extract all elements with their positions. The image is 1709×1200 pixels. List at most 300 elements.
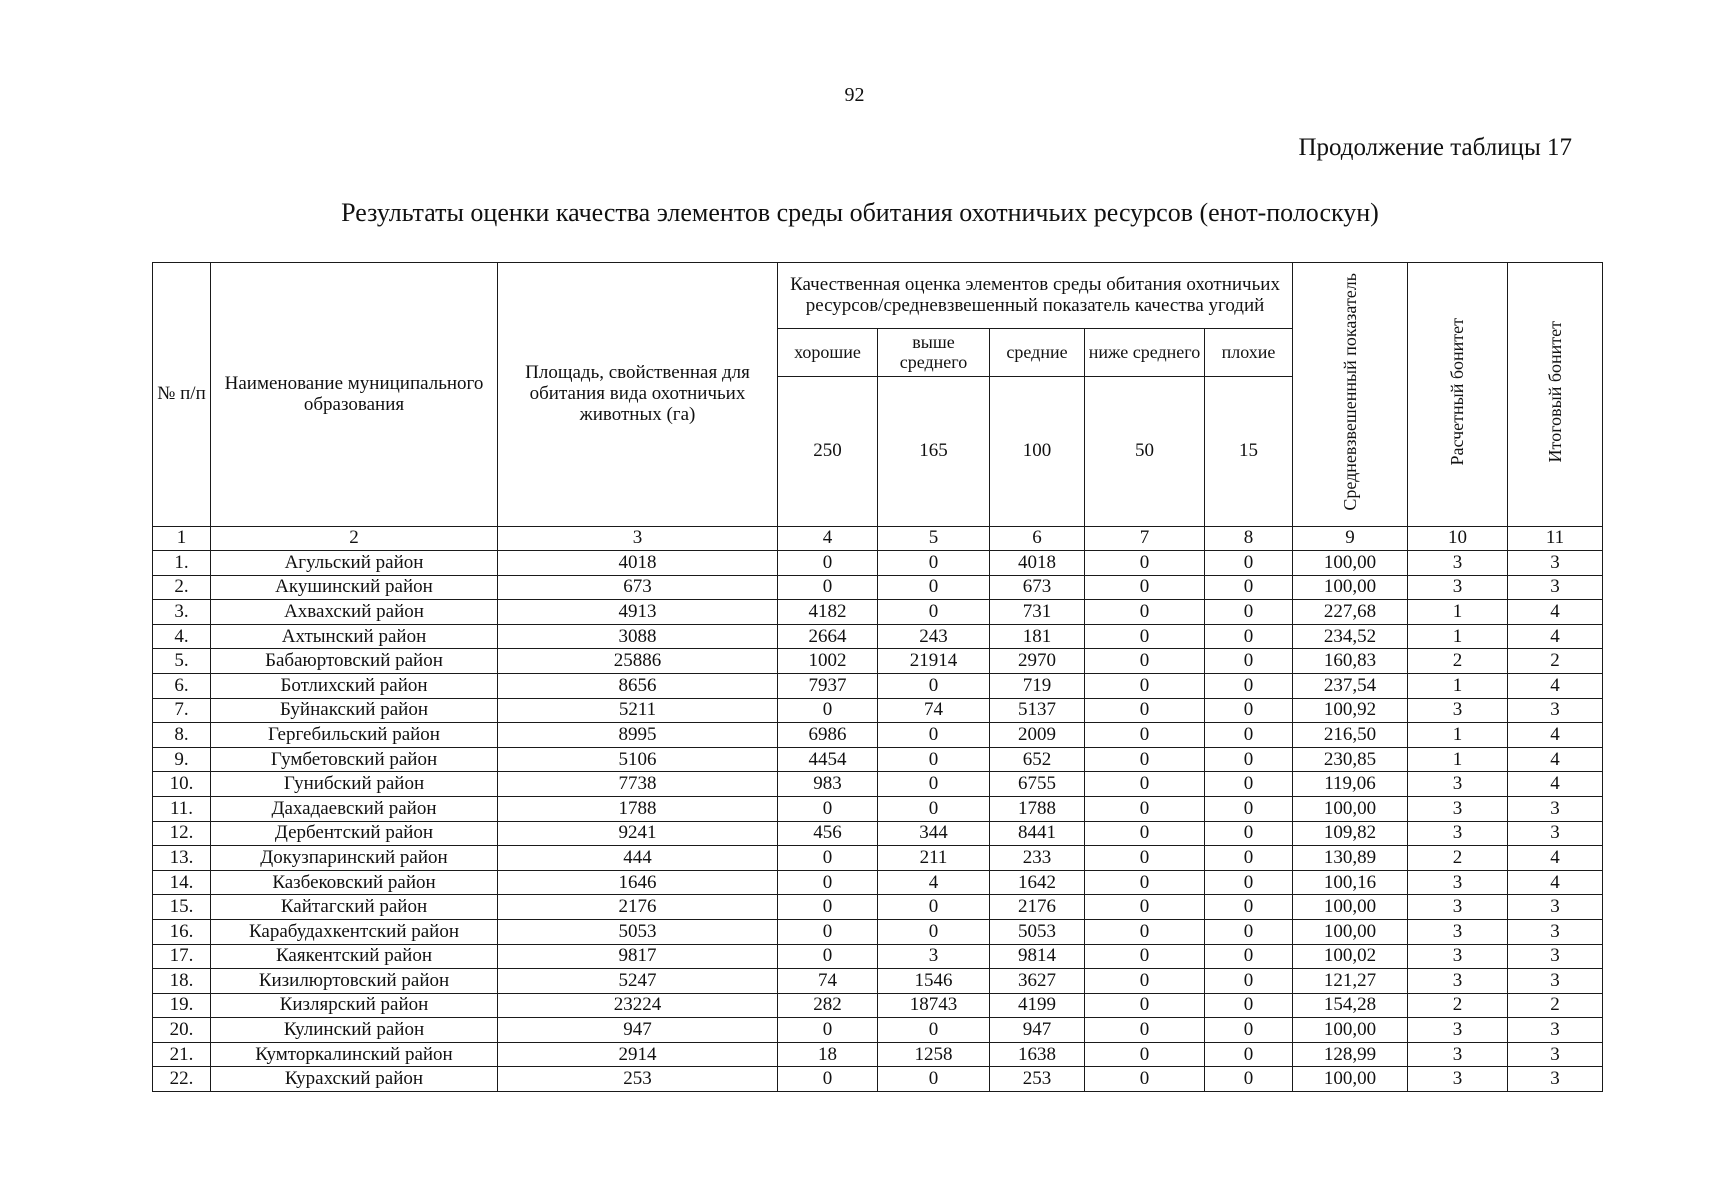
average-value: 947 bbox=[990, 1018, 1085, 1043]
header-weighted-label: Средневзвешенный показатель bbox=[1339, 272, 1360, 511]
table-row bbox=[153, 551, 1603, 576]
header-quality-value: 165 bbox=[878, 377, 990, 527]
area-value: 4913 bbox=[498, 600, 778, 625]
district-name: Бабаюртовский район bbox=[211, 649, 498, 674]
column-number: 6 bbox=[990, 527, 1085, 551]
table-continuation-label: Продолжение таблицы 17 bbox=[1298, 134, 1572, 161]
row-number: 5. bbox=[153, 649, 211, 674]
above-average-value: 21914 bbox=[878, 649, 990, 674]
row-number: 19. bbox=[153, 993, 211, 1018]
calc-bonitet-value: 3 bbox=[1408, 551, 1508, 576]
table-title: Результаты оценки качества элементов среды обитания охотничьих ресурсов (енот-полоскун) bbox=[341, 198, 1379, 227]
final-bonitet-value: 3 bbox=[1508, 551, 1603, 576]
calc-bonitet-value: 2 bbox=[1408, 846, 1508, 871]
above-average-value: 0 bbox=[878, 575, 990, 600]
area-value: 444 bbox=[498, 846, 778, 871]
poor-value: 0 bbox=[1205, 575, 1293, 600]
area-value: 5247 bbox=[498, 969, 778, 994]
average-value: 2009 bbox=[990, 723, 1085, 748]
below-average-value: 0 bbox=[1085, 723, 1205, 748]
habitat-quality-table bbox=[152, 262, 1603, 1092]
above-average-value: 344 bbox=[878, 821, 990, 846]
above-average-value: 0 bbox=[878, 772, 990, 797]
calc-bonitet-value: 1 bbox=[1408, 673, 1508, 698]
weighted-value: 234,52 bbox=[1293, 624, 1408, 649]
above-average-value: 0 bbox=[878, 551, 990, 576]
weighted-value: 100,00 bbox=[1293, 551, 1408, 576]
area-value: 3088 bbox=[498, 624, 778, 649]
good-value: 74 bbox=[778, 969, 878, 994]
poor-value: 0 bbox=[1205, 723, 1293, 748]
district-name: Ботлихский район bbox=[211, 673, 498, 698]
average-value: 652 bbox=[990, 747, 1085, 772]
above-average-value: 0 bbox=[878, 796, 990, 821]
average-value: 8441 bbox=[990, 821, 1085, 846]
final-bonitet-value: 3 bbox=[1508, 1067, 1603, 1092]
district-name: Казбековский район bbox=[211, 870, 498, 895]
weighted-value: 230,85 bbox=[1293, 747, 1408, 772]
average-value: 3627 bbox=[990, 969, 1085, 994]
district-name: Гумбетовский район bbox=[211, 747, 498, 772]
below-average-value: 0 bbox=[1085, 944, 1205, 969]
poor-value: 0 bbox=[1205, 600, 1293, 625]
table-row bbox=[153, 821, 1603, 846]
poor-value: 0 bbox=[1205, 747, 1293, 772]
table-row bbox=[153, 895, 1603, 920]
good-value: 456 bbox=[778, 821, 878, 846]
area-value: 7738 bbox=[498, 772, 778, 797]
header-quality-group: Качественная оценка элементов среды обитания охотничьих ресурсов/средневзвешенный показатель качества угодий bbox=[778, 263, 1293, 329]
column-number: 11 bbox=[1508, 527, 1603, 551]
above-average-value: 211 bbox=[878, 846, 990, 871]
above-average-value: 1258 bbox=[878, 1042, 990, 1067]
column-number: 1 bbox=[153, 527, 211, 551]
below-average-value: 0 bbox=[1085, 1018, 1205, 1043]
poor-value: 0 bbox=[1205, 821, 1293, 846]
header-quality-average: средние bbox=[990, 329, 1085, 377]
below-average-value: 0 bbox=[1085, 673, 1205, 698]
district-name: Докузпаринский район bbox=[211, 846, 498, 871]
below-average-value: 0 bbox=[1085, 575, 1205, 600]
row-number: 13. bbox=[153, 846, 211, 871]
calc-bonitet-value: 3 bbox=[1408, 821, 1508, 846]
final-bonitet-value: 2 bbox=[1508, 649, 1603, 674]
table-row bbox=[153, 624, 1603, 649]
row-number: 11. bbox=[153, 796, 211, 821]
weighted-value: 130,89 bbox=[1293, 846, 1408, 871]
row-number: 17. bbox=[153, 944, 211, 969]
header-final-bonitet bbox=[1508, 263, 1603, 527]
column-number: 7 bbox=[1085, 527, 1205, 551]
weighted-value: 100,00 bbox=[1293, 919, 1408, 944]
good-value: 0 bbox=[778, 895, 878, 920]
row-number: 22. bbox=[153, 1067, 211, 1092]
column-number: 2 bbox=[211, 527, 498, 551]
below-average-value: 0 bbox=[1085, 747, 1205, 772]
area-value: 23224 bbox=[498, 993, 778, 1018]
final-bonitet-value: 4 bbox=[1508, 747, 1603, 772]
calc-bonitet-value: 1 bbox=[1408, 747, 1508, 772]
good-value: 18 bbox=[778, 1042, 878, 1067]
below-average-value: 0 bbox=[1085, 969, 1205, 994]
area-value: 9817 bbox=[498, 944, 778, 969]
header-quality-value: 50 bbox=[1085, 377, 1205, 527]
final-bonitet-value: 4 bbox=[1508, 600, 1603, 625]
area-value: 673 bbox=[498, 575, 778, 600]
area-value: 5106 bbox=[498, 747, 778, 772]
calc-bonitet-value: 1 bbox=[1408, 600, 1508, 625]
calc-bonitet-value: 3 bbox=[1408, 1067, 1508, 1092]
final-bonitet-value: 3 bbox=[1508, 796, 1603, 821]
average-value: 181 bbox=[990, 624, 1085, 649]
above-average-value: 0 bbox=[878, 1067, 990, 1092]
average-value: 6755 bbox=[990, 772, 1085, 797]
weighted-value: 237,54 bbox=[1293, 673, 1408, 698]
weighted-value: 100,00 bbox=[1293, 575, 1408, 600]
above-average-value: 0 bbox=[878, 723, 990, 748]
calc-bonitet-value: 3 bbox=[1408, 919, 1508, 944]
good-value: 0 bbox=[778, 870, 878, 895]
column-number: 10 bbox=[1408, 527, 1508, 551]
average-value: 1638 bbox=[990, 1042, 1085, 1067]
good-value: 1002 bbox=[778, 649, 878, 674]
calc-bonitet-value: 3 bbox=[1408, 895, 1508, 920]
header-quality-below-average: ниже среднего bbox=[1085, 329, 1205, 377]
table-row bbox=[153, 969, 1603, 994]
calc-bonitet-value: 1 bbox=[1408, 723, 1508, 748]
weighted-value: 109,82 bbox=[1293, 821, 1408, 846]
calc-bonitet-value: 2 bbox=[1408, 649, 1508, 674]
table-row bbox=[153, 870, 1603, 895]
good-value: 282 bbox=[778, 993, 878, 1018]
above-average-value: 1546 bbox=[878, 969, 990, 994]
district-name: Кулинский район bbox=[211, 1018, 498, 1043]
row-number: 18. bbox=[153, 969, 211, 994]
district-name: Гунибский район bbox=[211, 772, 498, 797]
area-value: 947 bbox=[498, 1018, 778, 1043]
above-average-value: 3 bbox=[878, 944, 990, 969]
table-row bbox=[153, 1067, 1603, 1092]
header-final-bonitet-label: Итоговый бонитет bbox=[1544, 320, 1565, 463]
column-number-row bbox=[153, 527, 1603, 551]
area-value: 9241 bbox=[498, 821, 778, 846]
final-bonitet-value: 4 bbox=[1508, 723, 1603, 748]
above-average-value: 0 bbox=[878, 895, 990, 920]
calc-bonitet-value: 2 bbox=[1408, 993, 1508, 1018]
good-value: 0 bbox=[778, 1067, 878, 1092]
row-number: 4. bbox=[153, 624, 211, 649]
area-value: 4018 bbox=[498, 551, 778, 576]
above-average-value: 243 bbox=[878, 624, 990, 649]
calc-bonitet-value: 3 bbox=[1408, 796, 1508, 821]
weighted-value: 100,00 bbox=[1293, 1018, 1408, 1043]
table-row bbox=[153, 575, 1603, 600]
poor-value: 0 bbox=[1205, 895, 1293, 920]
table-body bbox=[153, 551, 1603, 1092]
row-number: 2. bbox=[153, 575, 211, 600]
final-bonitet-value: 3 bbox=[1508, 895, 1603, 920]
area-value: 8995 bbox=[498, 723, 778, 748]
district-name: Буйнакский район bbox=[211, 698, 498, 723]
row-number: 3. bbox=[153, 600, 211, 625]
below-average-value: 0 bbox=[1085, 772, 1205, 797]
column-number: 5 bbox=[878, 527, 990, 551]
poor-value: 0 bbox=[1205, 772, 1293, 797]
final-bonitet-value: 4 bbox=[1508, 870, 1603, 895]
weighted-value: 227,68 bbox=[1293, 600, 1408, 625]
header-weighted bbox=[1293, 263, 1408, 527]
below-average-value: 0 bbox=[1085, 1042, 1205, 1067]
below-average-value: 0 bbox=[1085, 821, 1205, 846]
above-average-value: 0 bbox=[878, 600, 990, 625]
poor-value: 0 bbox=[1205, 1018, 1293, 1043]
district-name: Дербентский район bbox=[211, 821, 498, 846]
area-value: 1788 bbox=[498, 796, 778, 821]
header-calc-bonitet bbox=[1408, 263, 1508, 527]
district-name: Акушинский район bbox=[211, 575, 498, 600]
weighted-value: 121,27 bbox=[1293, 969, 1408, 994]
poor-value: 0 bbox=[1205, 1067, 1293, 1092]
row-number: 1. bbox=[153, 551, 211, 576]
header-quality-above-average: выше среднего bbox=[878, 329, 990, 377]
below-average-value: 0 bbox=[1085, 846, 1205, 871]
above-average-value: 74 bbox=[878, 698, 990, 723]
page-number: 92 bbox=[844, 84, 865, 106]
weighted-value: 160,83 bbox=[1293, 649, 1408, 674]
table-row bbox=[153, 723, 1603, 748]
below-average-value: 0 bbox=[1085, 796, 1205, 821]
row-number: 9. bbox=[153, 747, 211, 772]
below-average-value: 0 bbox=[1085, 600, 1205, 625]
area-value: 5211 bbox=[498, 698, 778, 723]
below-average-value: 0 bbox=[1085, 870, 1205, 895]
poor-value: 0 bbox=[1205, 649, 1293, 674]
district-name: Гергебильский район bbox=[211, 723, 498, 748]
weighted-value: 154,28 bbox=[1293, 993, 1408, 1018]
row-number: 16. bbox=[153, 919, 211, 944]
good-value: 0 bbox=[778, 846, 878, 871]
row-number: 12. bbox=[153, 821, 211, 846]
poor-value: 0 bbox=[1205, 919, 1293, 944]
good-value: 4182 bbox=[778, 600, 878, 625]
good-value: 7937 bbox=[778, 673, 878, 698]
good-value: 0 bbox=[778, 575, 878, 600]
district-name: Курахский район bbox=[211, 1067, 498, 1092]
average-value: 2176 bbox=[990, 895, 1085, 920]
weighted-value: 100,00 bbox=[1293, 796, 1408, 821]
table-row bbox=[153, 944, 1603, 969]
row-number: 20. bbox=[153, 1018, 211, 1043]
poor-value: 0 bbox=[1205, 870, 1293, 895]
column-number: 9 bbox=[1293, 527, 1408, 551]
average-value: 4018 bbox=[990, 551, 1085, 576]
below-average-value: 0 bbox=[1085, 624, 1205, 649]
final-bonitet-value: 3 bbox=[1508, 944, 1603, 969]
calc-bonitet-value: 3 bbox=[1408, 944, 1508, 969]
good-value: 0 bbox=[778, 698, 878, 723]
above-average-value: 0 bbox=[878, 1018, 990, 1043]
header-quality-good: хорошие bbox=[778, 329, 878, 377]
good-value: 2664 bbox=[778, 624, 878, 649]
final-bonitet-value: 4 bbox=[1508, 772, 1603, 797]
district-name: Ахвахский район bbox=[211, 600, 498, 625]
table-row bbox=[153, 673, 1603, 698]
average-value: 719 bbox=[990, 673, 1085, 698]
row-number: 21. bbox=[153, 1042, 211, 1067]
header-quality-value: 100 bbox=[990, 377, 1085, 527]
table-row bbox=[153, 993, 1603, 1018]
final-bonitet-value: 4 bbox=[1508, 846, 1603, 871]
below-average-value: 0 bbox=[1085, 649, 1205, 674]
weighted-value: 100,92 bbox=[1293, 698, 1408, 723]
above-average-value: 0 bbox=[878, 673, 990, 698]
final-bonitet-value: 3 bbox=[1508, 821, 1603, 846]
average-value: 9814 bbox=[990, 944, 1085, 969]
district-name: Ахтынский район bbox=[211, 624, 498, 649]
table-row bbox=[153, 649, 1603, 674]
poor-value: 0 bbox=[1205, 624, 1293, 649]
header-quality-value: 15 bbox=[1205, 377, 1293, 527]
poor-value: 0 bbox=[1205, 944, 1293, 969]
poor-value: 0 bbox=[1205, 846, 1293, 871]
header-area: Площадь, свойственная для обитания вида охотничьих животных (га) bbox=[498, 263, 778, 527]
table-row bbox=[153, 772, 1603, 797]
poor-value: 0 bbox=[1205, 993, 1293, 1018]
table-row bbox=[153, 698, 1603, 723]
calc-bonitet-value: 3 bbox=[1408, 575, 1508, 600]
above-average-value: 0 bbox=[878, 747, 990, 772]
area-value: 25886 bbox=[498, 649, 778, 674]
header-name: Наименование муниципального образования bbox=[211, 263, 498, 527]
final-bonitet-value: 4 bbox=[1508, 673, 1603, 698]
average-value: 731 bbox=[990, 600, 1085, 625]
district-name: Агульский район bbox=[211, 551, 498, 576]
district-name: Каякентский район bbox=[211, 944, 498, 969]
area-value: 253 bbox=[498, 1067, 778, 1092]
below-average-value: 0 bbox=[1085, 1067, 1205, 1092]
column-number: 8 bbox=[1205, 527, 1293, 551]
below-average-value: 0 bbox=[1085, 919, 1205, 944]
district-name: Кумторкалинский район bbox=[211, 1042, 498, 1067]
district-name: Кизилюртовский район bbox=[211, 969, 498, 994]
row-number: 6. bbox=[153, 673, 211, 698]
weighted-value: 100,00 bbox=[1293, 1067, 1408, 1092]
table-row bbox=[153, 919, 1603, 944]
area-value: 2914 bbox=[498, 1042, 778, 1067]
final-bonitet-value: 4 bbox=[1508, 624, 1603, 649]
above-average-value: 4 bbox=[878, 870, 990, 895]
area-value: 1646 bbox=[498, 870, 778, 895]
average-value: 1788 bbox=[990, 796, 1085, 821]
row-number: 7. bbox=[153, 698, 211, 723]
poor-value: 0 bbox=[1205, 1042, 1293, 1067]
weighted-value: 100,16 bbox=[1293, 870, 1408, 895]
below-average-value: 0 bbox=[1085, 698, 1205, 723]
average-value: 2970 bbox=[990, 649, 1085, 674]
final-bonitet-value: 3 bbox=[1508, 1018, 1603, 1043]
average-value: 5053 bbox=[990, 919, 1085, 944]
column-number: 3 bbox=[498, 527, 778, 551]
calc-bonitet-value: 3 bbox=[1408, 870, 1508, 895]
average-value: 253 bbox=[990, 1067, 1085, 1092]
header-quality-value: 250 bbox=[778, 377, 878, 527]
weighted-value: 100,02 bbox=[1293, 944, 1408, 969]
average-value: 4199 bbox=[990, 993, 1085, 1018]
good-value: 0 bbox=[778, 796, 878, 821]
district-name: Кайтагский район bbox=[211, 895, 498, 920]
district-name: Кизлярский район bbox=[211, 993, 498, 1018]
good-value: 4454 bbox=[778, 747, 878, 772]
area-value: 8656 bbox=[498, 673, 778, 698]
table-row bbox=[153, 846, 1603, 871]
final-bonitet-value: 3 bbox=[1508, 698, 1603, 723]
poor-value: 0 bbox=[1205, 551, 1293, 576]
below-average-value: 0 bbox=[1085, 551, 1205, 576]
poor-value: 0 bbox=[1205, 969, 1293, 994]
area-value: 5053 bbox=[498, 919, 778, 944]
table-header bbox=[153, 263, 1603, 527]
final-bonitet-value: 3 bbox=[1508, 575, 1603, 600]
average-value: 5137 bbox=[990, 698, 1085, 723]
table-row bbox=[153, 1042, 1603, 1067]
below-average-value: 0 bbox=[1085, 993, 1205, 1018]
final-bonitet-value: 3 bbox=[1508, 919, 1603, 944]
row-number: 15. bbox=[153, 895, 211, 920]
calc-bonitet-value: 1 bbox=[1408, 624, 1508, 649]
good-value: 6986 bbox=[778, 723, 878, 748]
calc-bonitet-value: 3 bbox=[1408, 1042, 1508, 1067]
district-name: Карабудахкентский район bbox=[211, 919, 498, 944]
good-value: 0 bbox=[778, 919, 878, 944]
good-value: 0 bbox=[778, 944, 878, 969]
row-number: 10. bbox=[153, 772, 211, 797]
average-value: 673 bbox=[990, 575, 1085, 600]
good-value: 0 bbox=[778, 551, 878, 576]
table-row bbox=[153, 747, 1603, 772]
poor-value: 0 bbox=[1205, 673, 1293, 698]
header-quality-poor: плохие bbox=[1205, 329, 1293, 377]
area-value: 2176 bbox=[498, 895, 778, 920]
weighted-value: 128,99 bbox=[1293, 1042, 1408, 1067]
final-bonitet-value: 2 bbox=[1508, 993, 1603, 1018]
row-number: 14. bbox=[153, 870, 211, 895]
header-num: № п/п bbox=[153, 263, 211, 527]
good-value: 0 bbox=[778, 1018, 878, 1043]
weighted-value: 119,06 bbox=[1293, 772, 1408, 797]
weighted-value: 100,00 bbox=[1293, 895, 1408, 920]
poor-value: 0 bbox=[1205, 796, 1293, 821]
header-calc-bonitet-label: Расчетный бонитет bbox=[1447, 317, 1468, 466]
table-row bbox=[153, 1018, 1603, 1043]
above-average-value: 0 bbox=[878, 919, 990, 944]
average-value: 233 bbox=[990, 846, 1085, 871]
average-value: 1642 bbox=[990, 870, 1085, 895]
above-average-value: 18743 bbox=[878, 993, 990, 1018]
poor-value: 0 bbox=[1205, 698, 1293, 723]
district-name: Дахадаевский район bbox=[211, 796, 498, 821]
calc-bonitet-value: 3 bbox=[1408, 1018, 1508, 1043]
calc-bonitet-value: 3 bbox=[1408, 772, 1508, 797]
column-number: 4 bbox=[778, 527, 878, 551]
row-number: 8. bbox=[153, 723, 211, 748]
calc-bonitet-value: 3 bbox=[1408, 969, 1508, 994]
good-value: 983 bbox=[778, 772, 878, 797]
below-average-value: 0 bbox=[1085, 895, 1205, 920]
table-row bbox=[153, 600, 1603, 625]
weighted-value: 216,50 bbox=[1293, 723, 1408, 748]
final-bonitet-value: 3 bbox=[1508, 969, 1603, 994]
final-bonitet-value: 3 bbox=[1508, 1042, 1603, 1067]
